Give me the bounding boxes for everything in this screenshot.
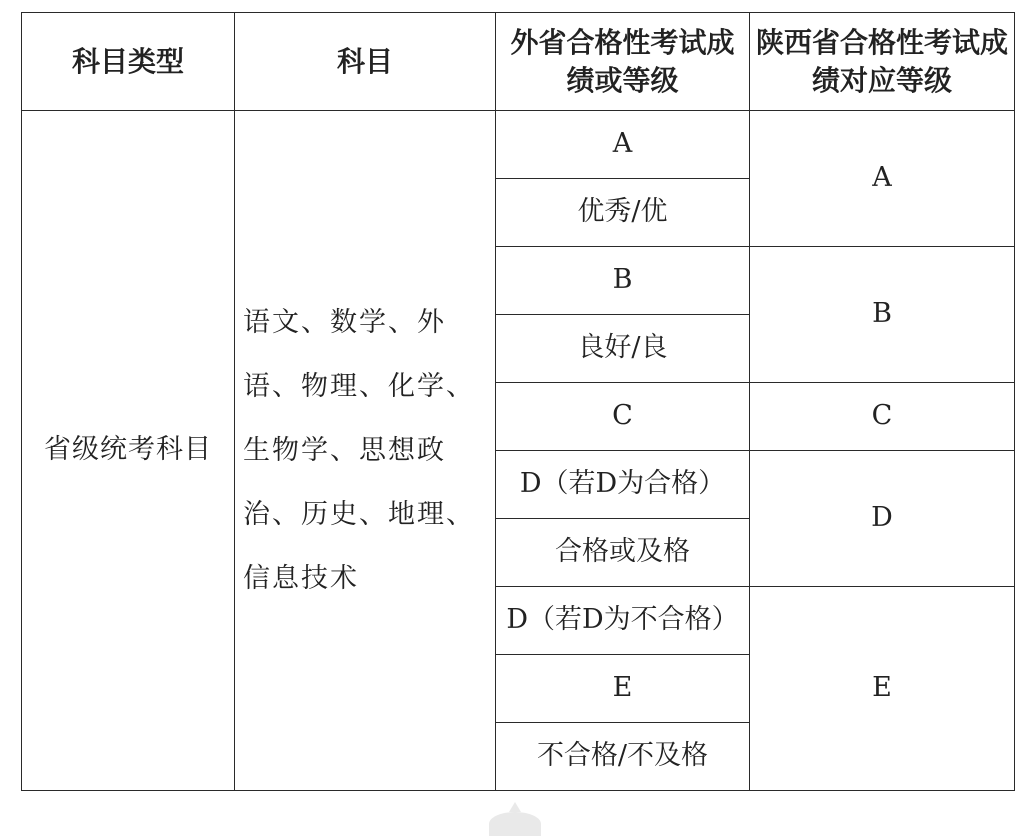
grade-conversion-table — [21, 12, 1015, 791]
table-row — [22, 111, 1015, 179]
other-grade-cell: 优秀/优 — [496, 179, 750, 247]
other-grade-cell: 不合格/不及格 — [496, 723, 750, 791]
other-grade-cell: E — [496, 655, 750, 723]
scroll-indicator — [489, 812, 541, 836]
other-grade-cell: 合格或及格 — [496, 519, 750, 587]
header-subject-type: 科目类型 — [22, 13, 235, 111]
other-grade-cell: A — [496, 111, 750, 179]
other-grade-cell: D（若D为不合格） — [496, 587, 750, 655]
other-grade-cell: B — [496, 247, 750, 315]
header-row — [22, 13, 1015, 111]
mapped-grade-cell: E — [750, 587, 1015, 791]
mapped-grade-cell: B — [750, 247, 1015, 383]
other-grade-cell: 良好/良 — [496, 315, 750, 383]
subject-type-cell: 省级统考科目 — [22, 111, 235, 791]
header-subject: 科目 — [235, 13, 496, 111]
mapped-grade-cell: C — [750, 383, 1015, 451]
mapped-grade-cell: A — [750, 111, 1015, 247]
other-grade-cell: D（若D为合格） — [496, 451, 750, 519]
mapped-grade-cell: D — [750, 451, 1015, 587]
header-other-province-grade: 外省合格性考试成绩或等级 — [496, 13, 750, 111]
other-grade-cell: C — [496, 383, 750, 451]
header-shaanxi-grade: 陕西省合格性考试成绩对应等级 — [750, 13, 1015, 111]
subjects-cell: 语文、数学、外语、物理、化学、生物学、思想政治、历史、地理、信息技术 — [235, 111, 496, 791]
